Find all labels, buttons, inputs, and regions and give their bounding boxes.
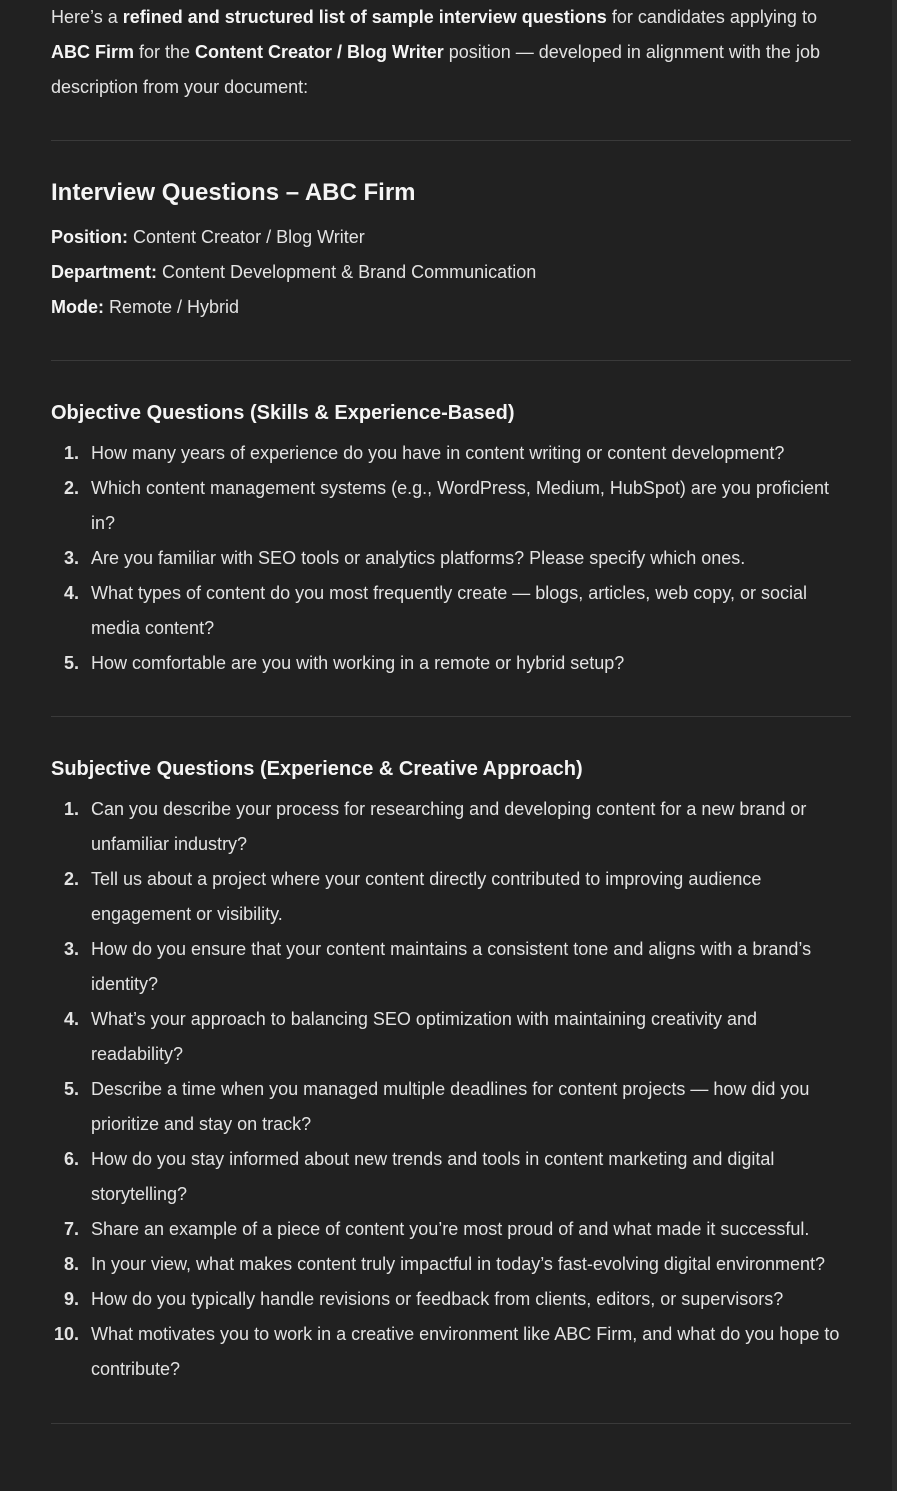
intro-text: Here’s a	[51, 7, 123, 27]
list-number: 2.	[63, 478, 79, 498]
divider	[51, 360, 851, 361]
question-text: Are you familiar with SEO tools or analytics platforms? Please specify which ones.	[91, 548, 746, 568]
question-text: How do you stay informed about new trends and tools in content marketing and digital storytelling?	[91, 1149, 775, 1204]
chat-response	[51, 0, 851, 1424]
list-item	[51, 1317, 851, 1387]
meta-position	[51, 220, 851, 255]
meta-block	[51, 220, 851, 325]
intro-bold: Content Creator / Blog Writer	[195, 42, 444, 62]
list-item	[51, 1142, 851, 1212]
list-item	[51, 1282, 851, 1317]
question-text: How many years of experience do you have in content writing or content development?	[91, 443, 785, 463]
list-item	[51, 471, 851, 541]
list-item	[51, 1247, 851, 1282]
question-text: Tell us about a project where your content directly contributed to improving audience engagement or visibility.	[91, 869, 762, 924]
meta-label: Position:	[51, 227, 128, 247]
list-number: 3.	[63, 939, 79, 959]
meta-label: Mode:	[51, 297, 104, 317]
question-text: Can you describe your process for researching and developing content for a new brand or unfamiliar industry?	[91, 799, 807, 854]
meta-value: Remote / Hybrid	[104, 297, 240, 317]
divider	[51, 716, 851, 717]
subjective-heading: Subjective Questions (Experience & Creative Approach)	[51, 758, 583, 780]
list-item	[51, 862, 851, 932]
list-item	[51, 576, 851, 646]
intro-text: position — developed in alignment with the job description from your document:	[51, 42, 820, 97]
list-item	[51, 932, 851, 1002]
list-number: 4.	[63, 1009, 79, 1029]
meta-value: Content Development & Brand Communication	[157, 262, 537, 282]
question-text: In your view, what makes content truly impactful in today’s fast-evolving digital environment?	[91, 1254, 826, 1274]
list-number: 7.	[63, 1219, 79, 1239]
question-text: How comfortable are you with working in a remote or hybrid setup?	[91, 653, 625, 673]
intro-bold: ABC Firm	[51, 42, 135, 62]
intro-text: for the	[134, 42, 196, 62]
meta-value: Content Creator / Blog Writer	[128, 227, 365, 247]
list-number: 1.	[63, 443, 79, 463]
list-item	[51, 792, 851, 862]
page-title: Interview Questions – ABC Firm	[51, 179, 416, 206]
list-item	[51, 1072, 851, 1142]
meta-department	[51, 255, 851, 290]
list-item	[51, 436, 851, 471]
list-number: 5.	[63, 653, 79, 673]
meta-label: Department:	[51, 262, 158, 282]
meta-mode	[51, 290, 851, 325]
intro-paragraph	[51, 0, 851, 105]
list-number: 1.	[63, 799, 79, 819]
divider	[51, 1423, 851, 1424]
question-text: How do you typically handle revisions or feedback from clients, editors, or supervisors?	[91, 1289, 784, 1309]
question-text: What’s your approach to balancing SEO optimization with maintaining creativity and readability?	[91, 1009, 758, 1064]
list-number: 6.	[63, 1149, 79, 1169]
question-text: Which content management systems (e.g., WordPress, Medium, HubSpot) are you proficient in?	[91, 478, 829, 533]
list-item	[51, 541, 851, 576]
objective-heading: Objective Questions (Skills & Experience-Based)	[51, 402, 515, 424]
list-number: 4.	[63, 583, 79, 603]
list-number: 10.	[53, 1324, 79, 1344]
list-number: 2.	[63, 869, 79, 889]
list-number: 9.	[63, 1289, 79, 1309]
question-text: What motivates you to work in a creative environment like ABC Firm, and what do you hope to contribute?	[91, 1324, 840, 1379]
question-text: How do you ensure that your content maintains a consistent tone and aligns with a brand’s identity?	[91, 939, 812, 994]
list-item	[51, 1002, 851, 1072]
scrollbar[interactable]	[892, 0, 897, 1491]
list-number: 8.	[63, 1254, 79, 1274]
list-number: 3.	[63, 548, 79, 568]
objective-list	[51, 436, 851, 681]
question-text: Share an example of a piece of content you’re most proud of and what made it successful.	[91, 1219, 810, 1239]
intro-text: for candidates applying to	[606, 7, 817, 27]
subjective-list	[51, 792, 851, 1387]
intro-bold: refined and structured list of sample interview questions	[122, 7, 607, 27]
list-item	[51, 1212, 851, 1247]
list-item	[51, 646, 851, 681]
list-number: 5.	[63, 1079, 79, 1099]
question-text: Describe a time when you managed multiple deadlines for content projects — how did you prioritize and stay on track?	[91, 1079, 810, 1134]
divider	[51, 140, 851, 141]
question-text: What types of content do you most frequently create — blogs, articles, web copy, or social media content?	[91, 583, 808, 638]
